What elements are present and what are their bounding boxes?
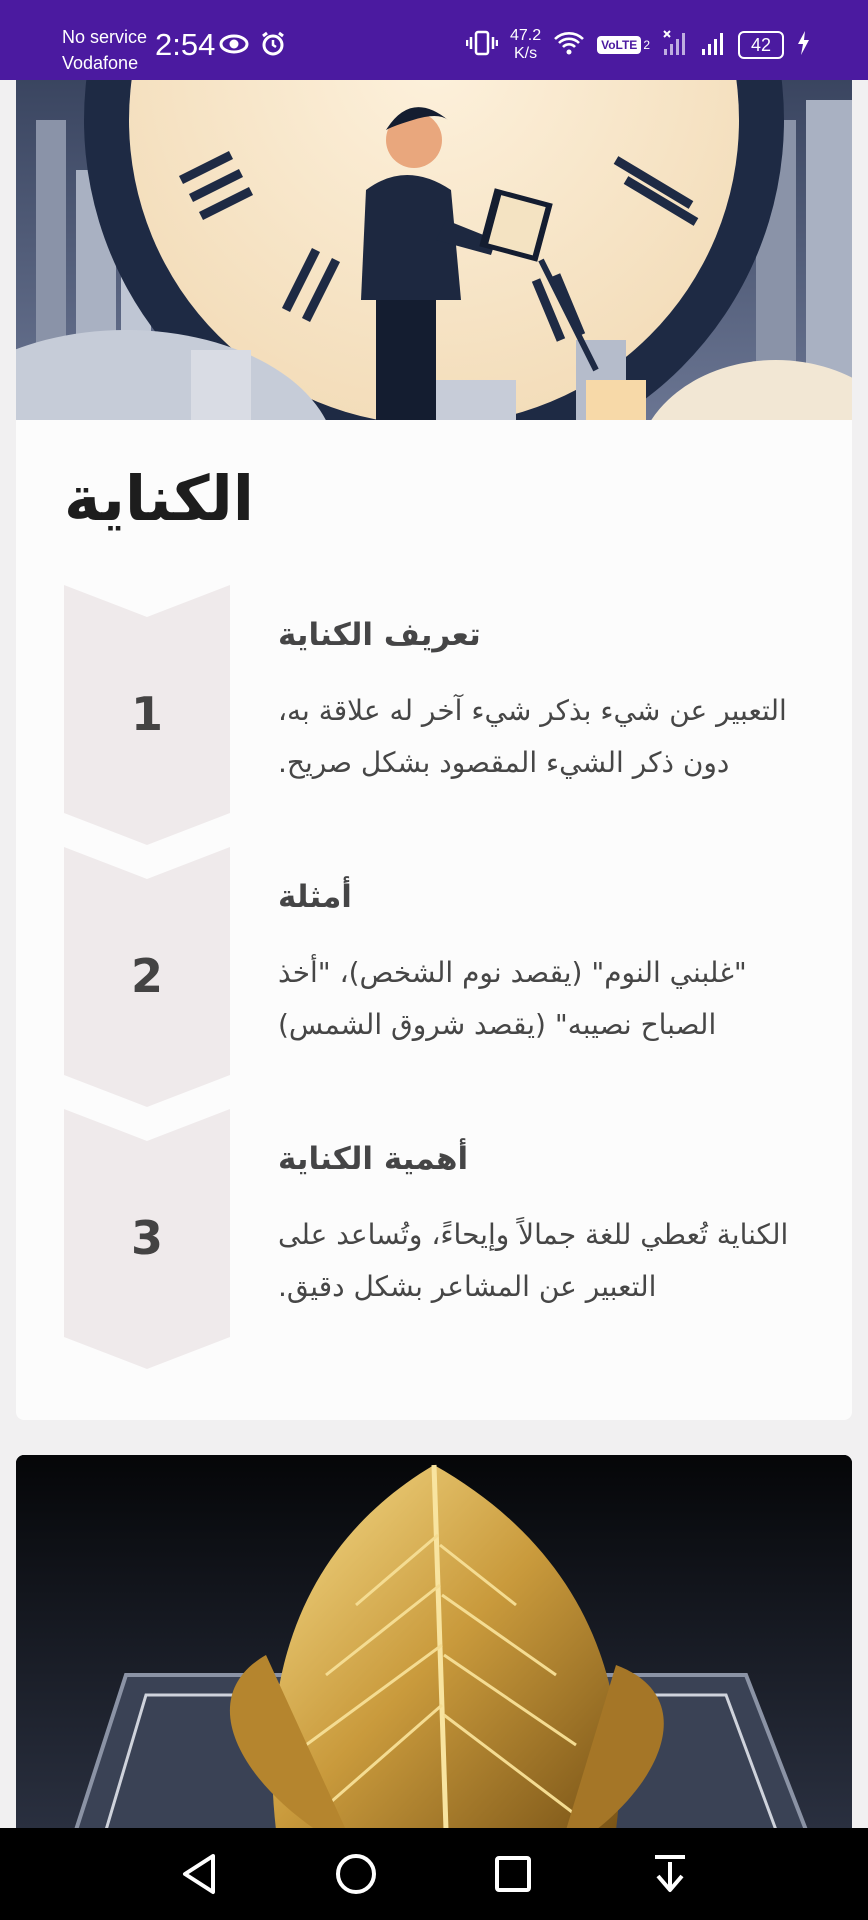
net-speed-unit: K/s (513, 45, 538, 62)
alarm-icon (259, 30, 287, 62)
net-speed (510, 27, 541, 63)
vibrate-icon (466, 29, 498, 62)
volte-badge: VoLTE (597, 36, 641, 54)
step-title: تعريف الكناية (278, 617, 481, 653)
step-number: 1 (130, 687, 163, 741)
wifi-icon (553, 30, 585, 61)
back-icon (179, 1852, 219, 1896)
lesson-card (16, 80, 852, 1420)
notifications-pull-icon (652, 1852, 688, 1896)
step-title: أمثلة (278, 879, 352, 915)
system-navigation-bar (0, 1828, 868, 1920)
hero-illustration (16, 80, 852, 420)
charging-icon (796, 30, 810, 61)
carrier-info (62, 24, 147, 76)
step-item (64, 1109, 824, 1369)
status-icons-left (219, 30, 287, 62)
signal-weak-icon (662, 29, 688, 62)
step-number: 2 (130, 949, 163, 1003)
next-card-image[interactable] (16, 1455, 852, 1830)
step-description: الكناية تُعطي للغة جمالاً وإيحاءً، وتُساعد على التعبير عن المشاعر بشكل دقيق. (278, 1218, 789, 1303)
carrier-line-2: Vodafone (62, 53, 139, 73)
page-title: الكناية (64, 462, 255, 535)
carrier-line-1: No service (62, 27, 148, 47)
step-description: التعبير عن شيء بذكر شيء آخر له علاقة به، دون ذكر الشيء المقصود بشكل صريح. (278, 694, 787, 779)
sim2-label: 2 (643, 38, 650, 52)
home-button[interactable] (328, 1846, 384, 1902)
step-number: 3 (130, 1211, 163, 1265)
status-icons-right (466, 27, 810, 63)
eye-icon (219, 33, 249, 59)
recents-icon (493, 1854, 533, 1894)
step-item (64, 847, 824, 1107)
golden-leaf-illustration (16, 1455, 852, 1830)
home-icon (334, 1852, 378, 1896)
recents-button[interactable] (485, 1846, 541, 1902)
step-description: "غلبني النوم" (يقصد نوم الشخص)، "أخذ الصباح نصيبه" (يقصد شروق الشمس) (278, 956, 747, 1041)
battery-icon: 42 (738, 31, 784, 59)
notifications-pull-button[interactable] (642, 1846, 698, 1902)
step-title: أهمية الكناية (278, 1141, 469, 1177)
status-bar (0, 0, 868, 80)
clock: 2:54 (155, 27, 216, 62)
back-button[interactable] (171, 1846, 227, 1902)
signal-icon (700, 29, 726, 62)
net-speed-value: 47.2 (509, 27, 542, 44)
step-item (64, 585, 824, 845)
